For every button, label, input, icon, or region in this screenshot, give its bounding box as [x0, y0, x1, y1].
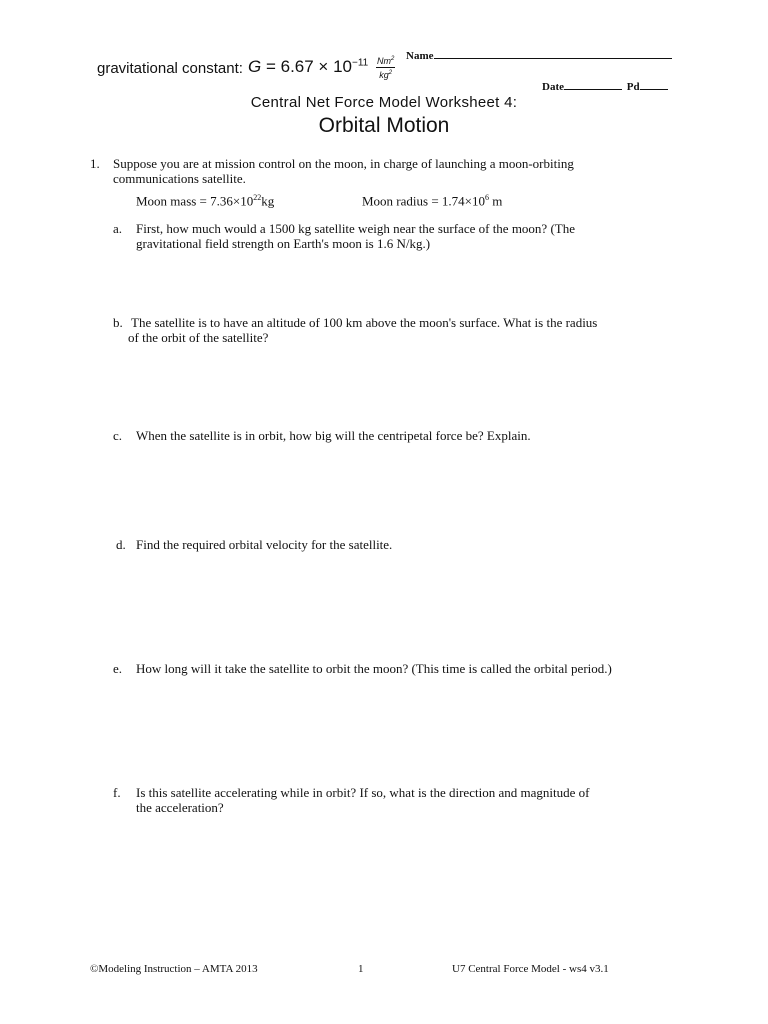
gc-units-numerator-exp: 2: [390, 56, 395, 62]
gravitational-constant-label: gravitational constant:: [97, 60, 243, 77]
name-label: Name: [406, 50, 434, 62]
part-f-line1: Is this satellite accelerating while in orbit? If so, what is the direction and magnitude of: [136, 785, 590, 800]
gc-value: = 6.67 × 10: [265, 56, 352, 76]
problem-number: 1.: [90, 156, 100, 171]
pd-label: Pd: [626, 81, 640, 93]
moon-mass-value: Moon mass = 7.36×10: [136, 193, 254, 209]
worksheet-title: Orbital Motion: [318, 114, 450, 137]
footer-copyright: ©Modeling Instruction – AMTA 2013: [90, 963, 258, 975]
gc-units-denominator-exp: 2: [388, 70, 393, 76]
gravitational-constant-equation: [248, 54, 395, 81]
part-b-line1: The satellite is to have an altitude of 100 km above the moon's surface. What is the radius: [131, 315, 598, 330]
part-f-line2: the acceleration?: [136, 800, 224, 815]
date-blank[interactable]: [564, 78, 622, 90]
name-field[interactable]: [406, 47, 672, 62]
moon-radius-exponent: 6: [485, 193, 489, 202]
gc-units-numerator: Nm: [376, 56, 391, 66]
gc-symbol: G: [248, 56, 262, 76]
part-a-label: a.: [113, 221, 123, 236]
problem-text-line2: communications satellite.: [113, 171, 246, 186]
part-a-line2: gravitational field strength on Earth's moon is 1.6 N/kg.): [136, 236, 431, 251]
part-a-line1: First, how much would a 1500 kg satellite weigh near the surface of the moon? (The: [136, 221, 575, 236]
moon-radius-value: Moon radius = 1.74×10: [362, 193, 485, 209]
moon-mass: [136, 190, 274, 208]
part-c-line1: When the satellite is in orbit, how big will the centripetal force be? Explain.: [136, 428, 531, 443]
footer-document-id: U7 Central Force Model - ws4 v3.1: [452, 963, 609, 975]
gc-units-denominator: kg: [379, 70, 389, 80]
moon-mass-unit: kg: [261, 193, 275, 209]
pd-blank[interactable]: [640, 78, 668, 90]
problem-text-line1: Suppose you are at mission control on the moon, in charge of launching a moon-orbiting: [113, 156, 574, 171]
moon-mass-exponent: 22: [253, 193, 262, 202]
moon-radius-unit: m: [489, 193, 503, 209]
gc-exponent: −11: [352, 57, 369, 69]
date-label: Date: [542, 81, 564, 93]
footer-page-number: 1: [358, 963, 364, 975]
moon-radius: [362, 190, 502, 208]
part-d-line1: Find the required orbital velocity for the satellite.: [136, 537, 393, 552]
part-e-label: e.: [113, 661, 123, 676]
part-b-label: b.: [113, 315, 123, 330]
part-b-line2: of the orbit of the satellite?: [128, 330, 269, 345]
part-d-label: d.: [116, 537, 126, 552]
worksheet-subtitle: Central Net Force Model Worksheet 4:: [250, 94, 518, 111]
gc-units-fraction: [376, 54, 395, 81]
part-f-label: f.: [113, 785, 121, 800]
part-e-line1: How long will it take the satellite to orbit the moon? (This time is called the orbital period.): [136, 661, 612, 676]
date-field[interactable]: [542, 78, 668, 93]
name-blank[interactable]: [434, 47, 672, 59]
part-c-label: c.: [113, 428, 123, 443]
